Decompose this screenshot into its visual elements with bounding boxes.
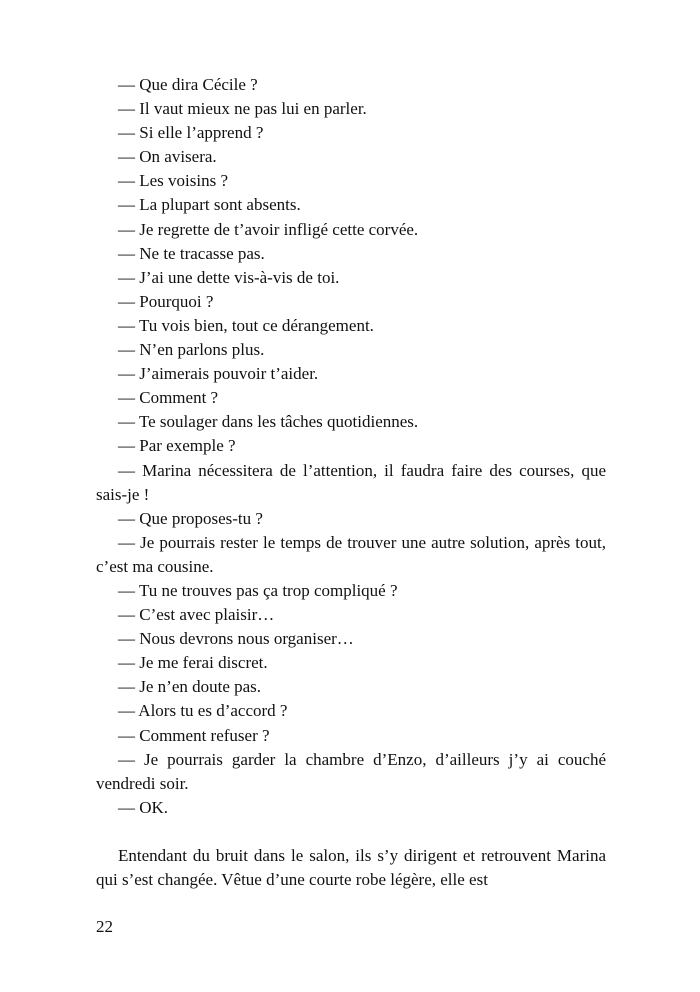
dialogue-line: — Tu ne trouves pas ça trop compliqué ? xyxy=(118,580,398,600)
dialogue-line: — OK. xyxy=(118,797,169,817)
dialogue-line: — Tu vois bien, tout ce dérangement. xyxy=(118,315,374,335)
dialogue-line: — Si elle l’apprend ? xyxy=(118,123,264,143)
dialogue-line: — Te soulager dans les tâches quotidiennes. xyxy=(118,412,419,432)
dialogue-line: — N’en parlons plus. xyxy=(118,340,265,360)
page-number: 22 xyxy=(96,917,113,936)
dialogue-line: — Je regrette de t’avoir infligé cette corvée. xyxy=(118,219,419,239)
dialogue-line: — Il vaut mieux ne pas lui en parler. xyxy=(118,99,367,119)
dialogue-line: — Comment refuser ? xyxy=(118,725,270,745)
dialogue-paragraph: — Je pourrais rester le temps de trouver une autre solution, après tout, c’est ma cousine. xyxy=(96,532,606,576)
dialogue-line: — Comment ? xyxy=(118,388,219,408)
dialogue-line: — Les voisins ? xyxy=(118,171,229,191)
dialogue-line: — Je me ferai discret. xyxy=(118,653,268,673)
narrative-paragraph: Entendant du bruit dans le salon, ils s’y dirigent et retrouvent Marina qui s’est changée. Vêtue d’une courte robe légère, elle est xyxy=(96,845,606,889)
dialogue-line: — J’ai une dette vis-à-vis de toi. xyxy=(118,267,340,287)
dialogue-line: — Alors tu es d’accord ? xyxy=(118,701,288,721)
page-text xyxy=(96,73,606,892)
dialogue-line: — Pourquoi ? xyxy=(118,291,214,311)
dialogue-line: — Ne te tracasse pas. xyxy=(118,243,265,263)
paragraph-gap xyxy=(96,820,606,844)
dialogue-paragraph: — Marina nécessitera de l’attention, il faudra faire des courses, que sais-je ! xyxy=(96,460,606,504)
dialogue-paragraph: — Je pourrais garder la chambre d’Enzo, d’ailleurs j’y ai couché vendredi soir. xyxy=(96,749,606,793)
dialogue-line: — Par exemple ? xyxy=(118,436,236,456)
dialogue-line: — La plupart sont absents. xyxy=(118,195,301,215)
dialogue-line: — J’aimerais pouvoir t’aider. xyxy=(118,364,319,384)
dialogue-line: — Que dira Cécile ? xyxy=(118,75,258,94)
dialogue-line: — C’est avec plaisir… xyxy=(118,605,275,625)
dialogue-line: — On avisera. xyxy=(118,147,217,167)
dialogue-line: — Que proposes-tu ? xyxy=(118,508,263,528)
dialogue-line: — Nous devrons nous organiser… xyxy=(118,629,354,649)
dialogue-line: — Je n’en doute pas. xyxy=(118,677,262,697)
